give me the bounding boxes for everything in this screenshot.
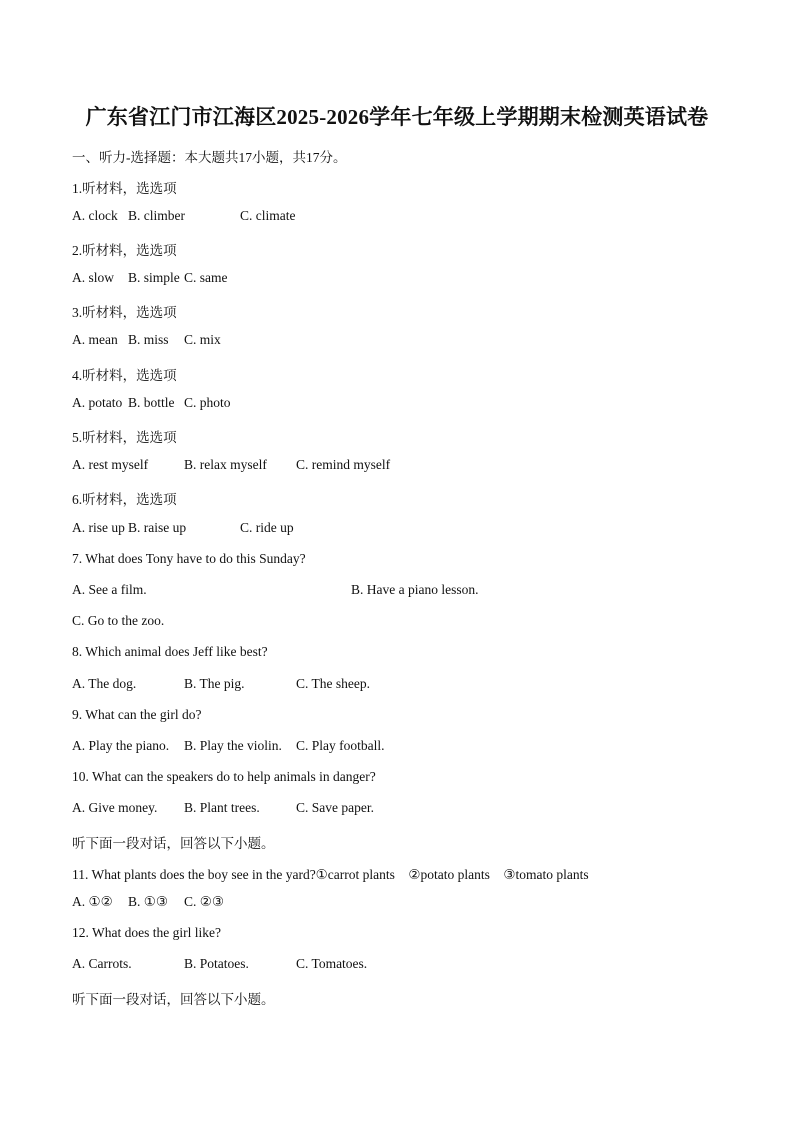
option-c: C. photo bbox=[184, 395, 231, 410]
option-b: B. climber bbox=[128, 208, 185, 223]
option-c: C. ride up bbox=[240, 520, 294, 535]
option-c: C. mix bbox=[184, 332, 221, 347]
option-a: A. Carrots. bbox=[72, 956, 132, 971]
question-4-stem: 4.听材料，选选项 bbox=[72, 368, 177, 383]
question-5-stem: 5.听材料，选选项 bbox=[72, 430, 177, 445]
listening-instruction: 听下面一段对话，回答以下小题。 bbox=[72, 836, 275, 851]
option-b: B. Plant trees. bbox=[184, 800, 260, 815]
question-12-stem: 12. What does the girl like? bbox=[72, 925, 221, 940]
option-c: C. same bbox=[184, 270, 228, 285]
option-c: C. Play football. bbox=[296, 738, 385, 753]
option-c: C. The sheep. bbox=[296, 676, 370, 691]
option-c: C. remind myself bbox=[296, 457, 391, 472]
option-a: A. rise up bbox=[72, 520, 125, 535]
option-a: A. clock bbox=[72, 208, 118, 223]
question-6-stem: 6.听材料，选选项 bbox=[72, 492, 177, 507]
question-11-stem: 11. What plants does the boy see in the yard?①carrot plants ②potato plants ③tomato plants bbox=[72, 867, 589, 882]
question-2-stem: 2.听材料，选选项 bbox=[72, 243, 177, 258]
option-c: C. ②③ bbox=[184, 894, 224, 909]
option-b: B. simple bbox=[128, 270, 180, 285]
option-a: A. mean bbox=[72, 332, 118, 347]
option-b: B. miss bbox=[128, 332, 169, 347]
option-c: C. Go to the zoo. bbox=[72, 613, 165, 628]
question-9-stem: 9. What can the girl do? bbox=[72, 707, 202, 722]
option-c: C. Tomatoes. bbox=[296, 956, 368, 971]
option-a: A. Play the piano. bbox=[72, 738, 170, 753]
question-1-stem: 1.听材料，选选项 bbox=[72, 181, 177, 196]
option-a: A. The dog. bbox=[72, 676, 137, 691]
option-b: B. ①③ bbox=[128, 894, 168, 909]
option-c: C. Save paper. bbox=[296, 800, 374, 815]
question-7-stem: 7. What does Tony have to do this Sunday? bbox=[72, 551, 306, 566]
question-8-stem: 8. Which animal does Jeff like best? bbox=[72, 644, 268, 659]
option-b: B. bottle bbox=[128, 395, 175, 410]
option-b: B. relax myself bbox=[184, 457, 267, 472]
option-a: A. Give money. bbox=[72, 800, 158, 815]
listening-instruction: 听下面一段对话，回答以下小题。 bbox=[72, 992, 275, 1007]
option-b: B. The pig. bbox=[184, 676, 245, 691]
question-10-stem: 10. What can the speakers do to help animals in danger? bbox=[72, 769, 376, 784]
document-title: 广东省江门市江海区2025-2026学年七年级上学期期末检测英语试卷 bbox=[85, 105, 709, 129]
option-b: B. Potatoes. bbox=[184, 956, 249, 971]
option-b: B. Have a piano lesson. bbox=[351, 582, 479, 597]
option-c: C. climate bbox=[240, 208, 296, 223]
option-b: B. Play the violin. bbox=[184, 738, 282, 753]
option-b: B. raise up bbox=[128, 520, 187, 535]
option-a: A. slow bbox=[72, 270, 115, 285]
option-a: A. potato bbox=[72, 395, 123, 410]
option-a: A. ①② bbox=[72, 894, 113, 909]
option-a: A. rest myself bbox=[72, 457, 149, 472]
section-heading: 一、听力-选择题：本大题共17小题，共17分。 bbox=[72, 150, 347, 165]
question-3-stem: 3.听材料，选选项 bbox=[72, 305, 177, 320]
option-a: A. See a film. bbox=[72, 582, 147, 597]
